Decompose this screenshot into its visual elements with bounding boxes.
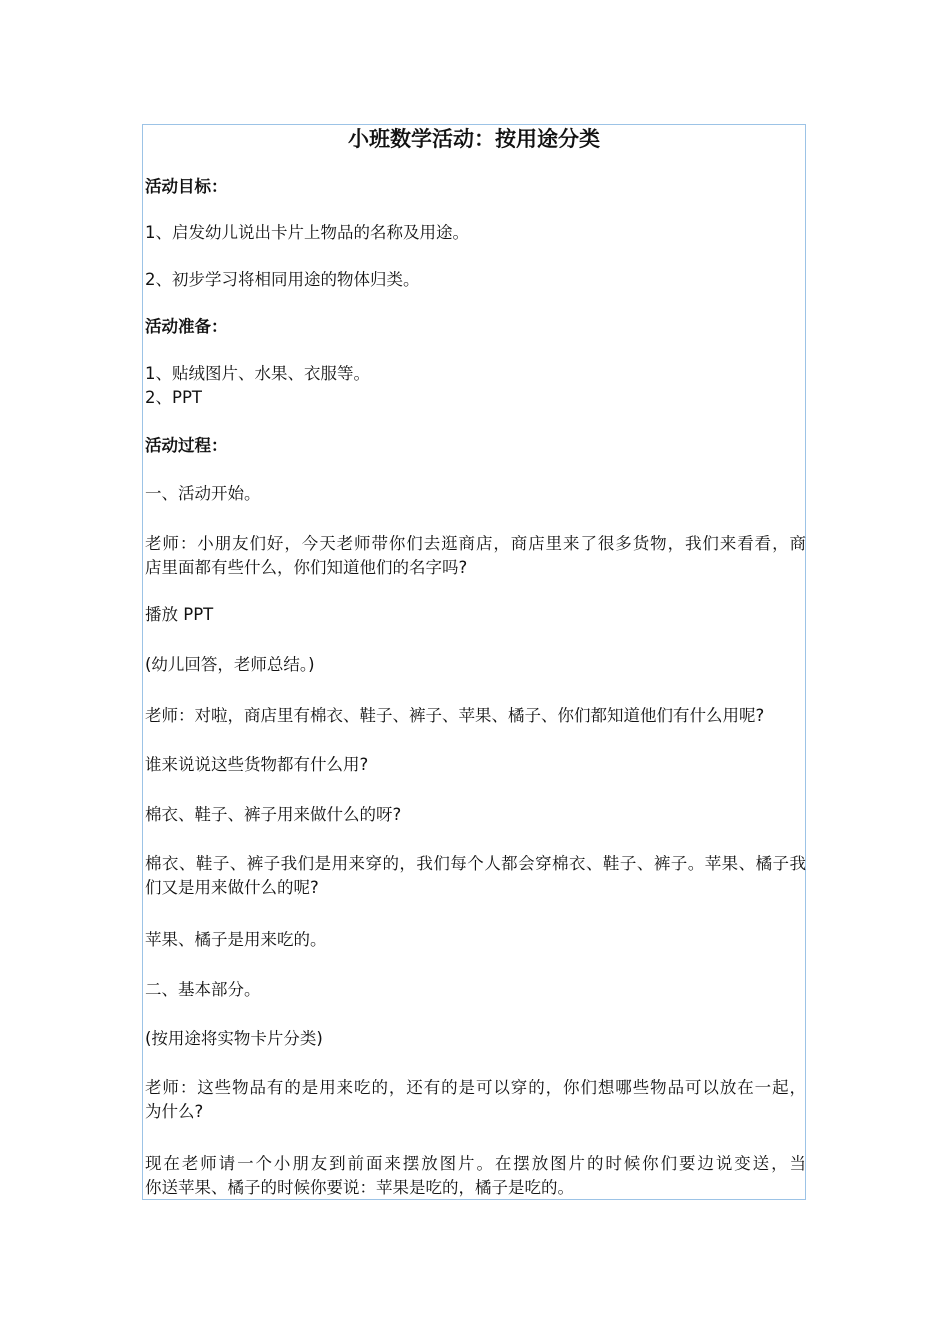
goals-heading: 活动目标： bbox=[145, 177, 228, 196]
paragraph-teacher-classify-line-1: 老师：这些物品有的是用来吃的，还有的是可以穿的，你们想哪些物品可以放在一起， bbox=[145, 1078, 806, 1097]
section-heading-part-1: 一、活动开始。 bbox=[145, 484, 261, 503]
section-heading-part-2: 二、基本部分。 bbox=[145, 980, 261, 999]
prep-item-1: 1、贴绒图片、水果、衣服等。 bbox=[145, 364, 370, 383]
paragraph-teacher-intro-line-2: 店里面都有些什么，你们知道他们的名字吗? bbox=[145, 558, 468, 577]
paragraph-teacher-intro-line-1: 老师：小朋友们好，今天老师带你们去逛商店，商店里来了很多货物，我们来看看，商 bbox=[145, 534, 806, 553]
paragraph-fruit-eat: 苹果、橘子是用来吃的。 bbox=[145, 930, 327, 949]
paragraph-teacher-classify-line-2: 为什么? bbox=[145, 1102, 204, 1121]
process-heading: 活动过程： bbox=[145, 436, 228, 455]
paragraph-children-answer: (幼儿回答，老师总结。) bbox=[145, 655, 315, 674]
paragraph-place-pictures-line-2: 你送苹果、橘子的时候你要说：苹果是吃的，橘子是吃的。 bbox=[145, 1178, 574, 1197]
prep-heading: 活动准备： bbox=[145, 317, 228, 336]
document-title: 小班数学活动：按用途分类 bbox=[348, 127, 600, 151]
paragraph-wear-line-2: 们又是用来做什么的呢? bbox=[145, 878, 319, 897]
paragraph-teacher-goods: 老师：对啦，商店里有棉衣、鞋子、裤子、苹果、橘子、你们都知道他们有什么用呢? bbox=[145, 706, 765, 725]
paragraph-place-pictures-line-1: 现在老师请一个小朋友到前面来摆放图片。在摆放图片的时候你们要边说变送，当 bbox=[145, 1154, 806, 1173]
prep-item-2: 2、PPT bbox=[145, 388, 202, 407]
goal-item-1: 1、启发幼儿说出卡片上物品的名称及用途。 bbox=[145, 223, 469, 242]
goal-item-2: 2、初步学习将相同用途的物体归类。 bbox=[145, 270, 420, 289]
paragraph-who-says: 谁来说说这些货物都有什么用? bbox=[145, 755, 369, 774]
paragraph-wear-line-1: 棉衣、鞋子、裤子我们是用来穿的，我们每个人都会穿棉衣、鞋子、裤子。苹果、橘子我 bbox=[145, 854, 806, 873]
paragraph-play-ppt: 播放 PPT bbox=[145, 605, 214, 624]
paragraph-clothes-use: 棉衣、鞋子、裤子用来做什么的呀? bbox=[145, 805, 402, 824]
paragraph-classify-note: (按用途将实物卡片分类) bbox=[145, 1029, 323, 1048]
